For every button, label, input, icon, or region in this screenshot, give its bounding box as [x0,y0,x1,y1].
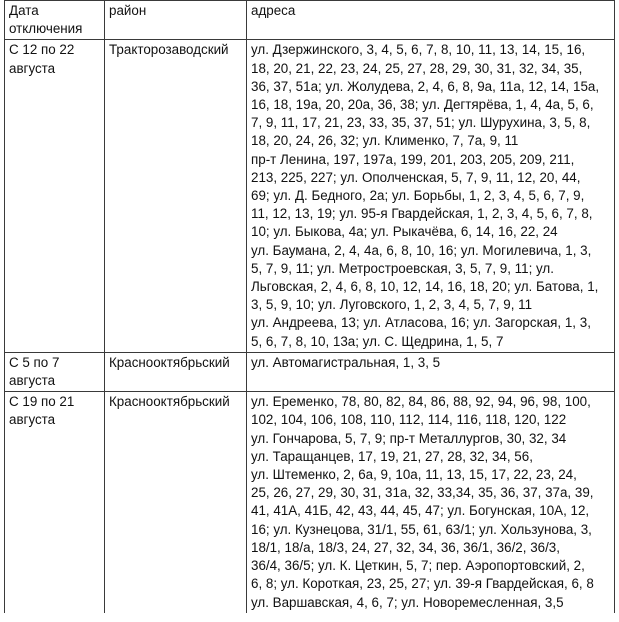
address-line: пр-т Ленина, 197, 197а, 199, 201, 203, 205, 209, 211, [251,151,575,167]
address-line: 36, 37, 51а; ул. Жолудева, 2, 4, 6, 8, 9а, 11а, 12, 14, 15а, [251,78,600,94]
address-line: ул. Гончарова, 5, 7, 9; пр-т Металлургов, 30, 32, 34 [251,430,567,446]
address-line: 3, 5, 9, 10; ул. Луговского, 1, 2, 3, 4, 5, 7, 9, 11 [251,297,533,313]
district-cell: Краснооктябрьский [105,352,247,391]
address-line: 41, 41А, 41Б, 42, 43, 44, 45, 47; ул. Богунская, 10А, 12, [251,503,590,519]
address-line: Льговская, 2, 4, 6, 8, 10, 12, 14, 16, 18, 20; ул. Батова, 1, [251,279,599,295]
addresses-cell [247,392,615,613]
outage-schedule-table [4,0,615,613]
address-line: ул. Варшавская, 4, 6, 7; ул. Новоремесленная, 3,5 [251,594,564,610]
addresses-cell [247,352,615,391]
address-line: 36/4, 36/5; ул. К. Цеткин, 5, 7; пер. Аэропортовский, 2, [251,558,585,574]
date-cell: С 12 по 22 августа [5,40,105,352]
address-line: 5, 7, 9, 11; ул. Метростроевская, 3, 5, 7, 9, 11; ул. [251,260,554,276]
district-cell: Тракторозаводский [105,40,247,352]
address-line: 18/1, 18/а, 18/3, 24, 27, 32, 34, 36, 36/1, 36/2, 36/3, [251,539,560,555]
address-line: 18, 20, 24, 26, 32; ул. Клименко, 7, 7а, 9, 11 [251,133,519,149]
address-line: ул. Таращанцев, 17, 19, 21, 27, 28, 32, 34, 56, [251,448,533,464]
header-date: Дата отключения [5,1,105,40]
table-row [5,392,615,613]
address-line: ул. Баумана, 2, 4, 4а, 6, 8, 10, 16; ул. Могилевича, 1, 3, [251,242,592,258]
address-line: 18, 20, 21, 22, 23, 24, 25, 27, 28, 29, 30, 31, 32, 34, 35, [251,60,583,76]
address-line: 16, 18, 19а, 20, 20а, 36, 38; ул. Дегтярёва, 1, 4, 4а, 5, 6, [251,97,594,113]
address-line: ул. Штеменко, 2, 6а, 9, 10а, 11, 13, 15, 17, 22, 23, 24, [251,467,577,483]
address-line: 102, 104, 106, 108, 110, 112, 114, 116, 118, 120, 122 [251,412,567,428]
addresses-cell [247,40,615,352]
date-cell: С 19 по 21 августа [5,392,105,613]
table-header-row [5,1,615,40]
address-line: ул. Автомагистральная, 1, 3, 5 [251,354,441,370]
header-addresses: адреса [247,1,615,40]
address-line: ул. Андреева, 13; ул. Атласова, 16; ул. Загорская, 1, 3, [251,315,591,331]
table-row [5,40,615,352]
address-line: ул. Дзержинского, 3, 4, 5, 6, 7, 8, 10, 11, 13, 14, 15, 16, [251,42,586,58]
address-line: 16; ул. Кузнецова, 31/1, 55, 61, 63/1; ул. Хользунова, 3, [251,521,592,537]
address-line: 5, 6, 7, 8, 10, 13а; ул. С. Щедрина, 1, 5, 7 [251,333,504,349]
address-line: ул. Еременко, 78, 80, 82, 84, 86, 88, 92, 94, 96, 98, 100, [251,394,591,410]
address-line: 25, 26, 27, 29, 30, 31, 31а, 32, 33,34, 35, 36, 37, 37а, 39, [251,485,594,501]
address-line: 69; ул. Д. Бедного, 2а; ул. Борьбы, 1, 2, 3, 4, 5, 6, 7, 9, [251,188,585,204]
header-district: район [105,1,247,40]
address-line: 213, 225, 227; ул. Ополченская, 5, 7, 9, 11, 12, 20, 44, [251,169,581,185]
address-line: 6, 8; ул. Короткая, 23, 25, 27; ул. 39-я Гвардейская, 6, 8 [251,576,594,592]
address-line: 7, 9, 11, 17, 21, 23, 33, 35, 37, 51; ул. Шурухина, 3, 5, 8, [251,115,591,131]
address-line: 10; ул. Быкова, 4а; ул. Рыкачёва, 6, 14, 16, 22, 24 [251,224,558,240]
date-cell: С 5 по 7 августа [5,352,105,391]
district-cell: Краснооктябрьский [105,392,247,613]
address-line: 11, 12, 13, 19; ул. 95-я Гвардейская, 1, 2, 3, 4, 5, 6, 7, 8, [251,206,593,222]
table-row [5,352,615,391]
